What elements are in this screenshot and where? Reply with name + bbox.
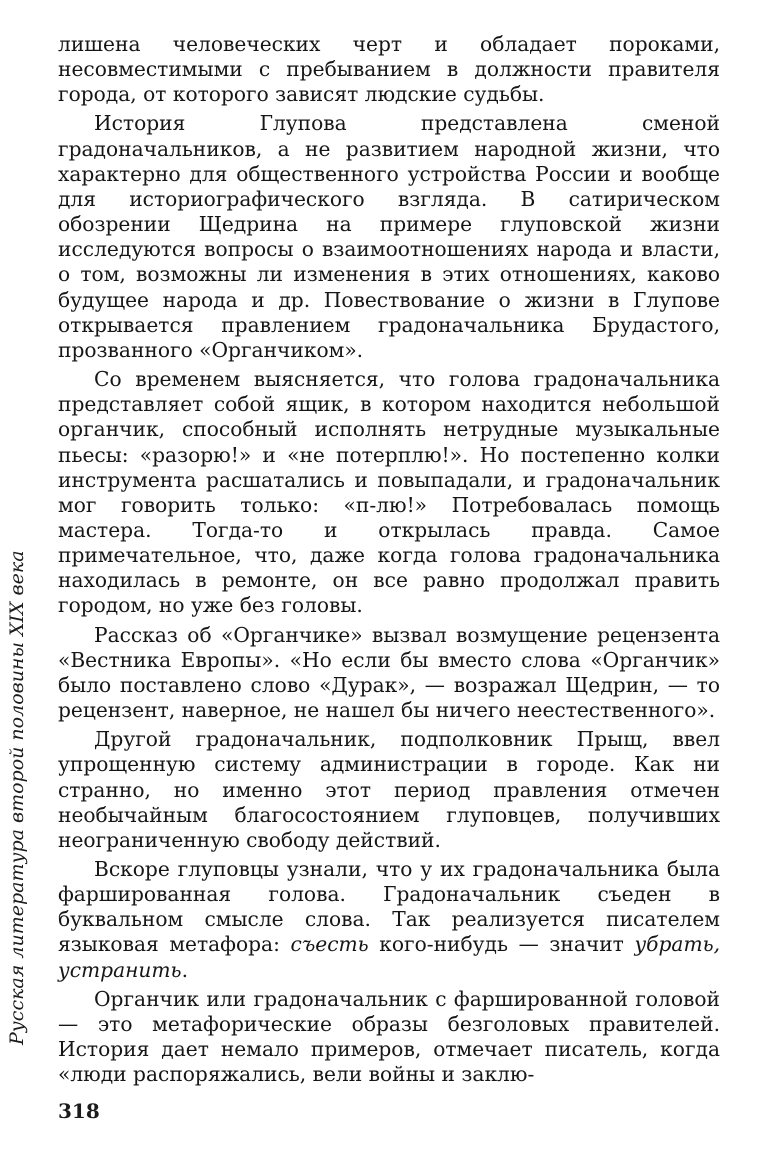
paragraph-6-italic-2: убрать, устранить: [58, 932, 721, 982]
running-head: Русская литература второй половины XIX века: [6, 550, 28, 1045]
paragraph-6-text-a: Вскоре глуповцы узнали, что у их градоначальника была фаршированная голова. Градоначальник съеден в буквальном смысле слова. Так реализуется писателем языковая метафора:: [58, 857, 720, 957]
body-text: [58, 32, 720, 1091]
paragraph-3: Со временем выясняется, что голова градоначальника представляет собой ящик, в котором находится небольшой органчик, способный исполнять нетрудные музыкальные пьесы: «разорю!» и «не потерплю!». Но постепенно колки инструмента расшатались и повыпадали, и градоначальник мог говорить только: «п-лю!» Потребовалась помощь мастера. Тогда-то и открылась правда. Самое примечательное, что, даже когда голова градоначальника находилась в ремонте, он все равно продолжал править городом, но уже без головы.: [58, 367, 720, 618]
paragraph-6-italic-1: съесть: [290, 932, 369, 957]
paragraph-4: Рассказ об «Органчике» вызвал возмущение рецензента «Вестника Европы». «Но если бы вместо слова «Органчик» было поставлено слово «Дурак», — возражал Щедрин, — то рецензент, наверное, не нашел бы ничего неестественного».: [58, 622, 720, 723]
paragraph-6-text-b: кого-нибудь — значит: [368, 932, 635, 957]
paragraph-7: Органчик или градоначальник с фаршированной головой — это метафорические образы безголовых правителей. История дает немало примеров, отмечает писатель, когда «люди распоряжались, вели войны и заклю-: [58, 986, 720, 1087]
page-number: 318: [58, 1099, 100, 1123]
paragraph-1: лишена человеческих черт и обладает пороками, несовместимыми с пребыванием в должности правителя города, от которого зависят людские судьбы.: [58, 32, 720, 107]
paragraph-6: [58, 857, 720, 983]
paragraph-5: Другой градоначальник, подполковник Прыщ, ввел упрощенную систему администрации в городе. Как ни странно, но именно этот период правления отмечен необычайным благосостоянием глуповцев, получивших неограниченную свободу действий.: [58, 727, 720, 852]
paragraph-2: История Глупова представлена сменой градоначальников, а не развитием народной жизни, что характерно для общественного устройства России и вообще для историографического взгляда. В сатирическом обозрении Щедрина на примере глуповской жизни исследуются вопросы о взаимоотношениях народа и власти, о том, возможны ли изменения в этих отношениях, каково будущее народа и др. Повествование о жизни в Глупове открывается правлением градоначальника Брудастого, прозванного «Органчиком».: [58, 111, 720, 362]
paragraph-6-text-c: .: [181, 957, 188, 982]
